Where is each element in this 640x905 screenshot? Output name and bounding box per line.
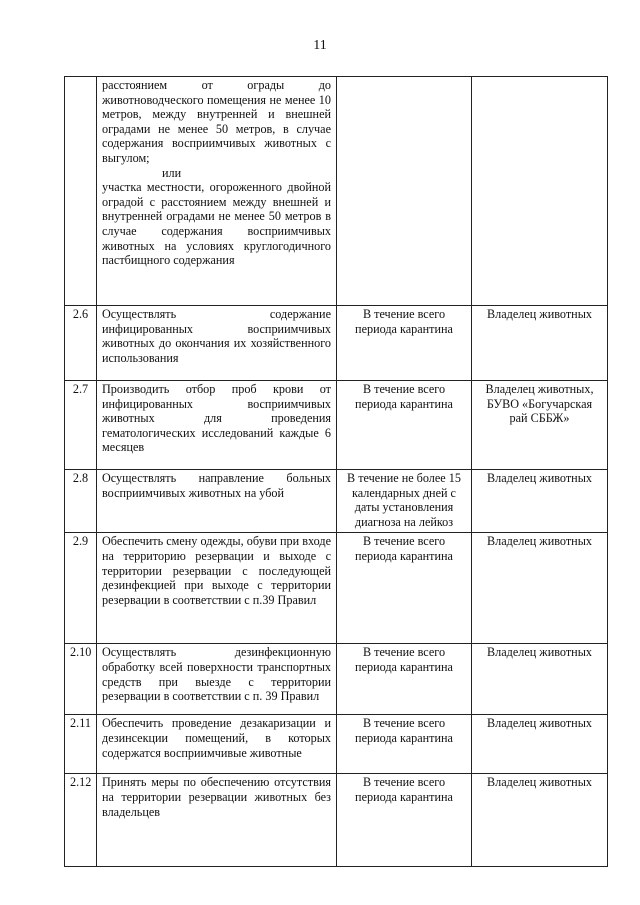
row-number: 2.10 <box>65 644 97 715</box>
table-row <box>65 715 608 774</box>
measure-text: Осуществлять направление больных восприимчивых животных на убой <box>97 470 337 533</box>
measure-text: Обеспечить проведение дезакаризации и дезинсекции помещений, в которых содержатся восприимчивые животные <box>97 715 337 774</box>
responsible-text: Владелец животных <box>472 715 608 774</box>
responsible-text: Владелец животных <box>472 774 608 867</box>
measure-cell <box>97 77 337 306</box>
row-number: 2.11 <box>65 715 97 774</box>
responsible-text: Владелец животных <box>472 306 608 381</box>
row-number: 2.12 <box>65 774 97 867</box>
responsible-text: Владелец животных <box>472 470 608 533</box>
term-text: В течение всего периода карантина <box>337 306 472 381</box>
table-row-continuation <box>65 77 608 306</box>
measure-text: Осуществлять содержание инфицированных восприимчивых животных до окончания их хозяйственного использования <box>97 306 337 381</box>
measure-text: Производить отбор проб крови от инфицированных восприимчивых животных для проведения гематологических исследований каждые 6 месяцев <box>97 381 337 470</box>
measure-text: Обеспечить смену одежды, обуви при входе на территорию резервации и выходе с территории резервации с последующей дезинфекцией при выходе с территории резервации в соответствии с п.39 Правил <box>97 533 337 644</box>
term-cell <box>337 77 472 306</box>
table-row <box>65 381 608 470</box>
responsible-cell <box>472 77 608 306</box>
responsible-text: Владелец животных, БУВО «Богучарская рай СББЖ» <box>472 381 608 470</box>
measure-text: Принять меры по обеспечению отсутствия на территории резервации животных без владельцев <box>97 774 337 867</box>
table-row <box>65 644 608 715</box>
row-number: 2.9 <box>65 533 97 644</box>
row-number: 2.7 <box>65 381 97 470</box>
responsible-text: Владелец животных <box>472 644 608 715</box>
quarantine-measures-table <box>64 76 608 867</box>
term-text: В течение всего периода карантина <box>337 644 472 715</box>
row-number: 2.6 <box>65 306 97 381</box>
term-text: В течение всего периода карантина <box>337 381 472 470</box>
term-text: В течение всего периода карантина <box>337 715 472 774</box>
measure-text-or: или <box>162 165 182 180</box>
row-number: 2.8 <box>65 470 97 533</box>
measure-text-part1: расстоянием от ограды до животноводческого помещения не менее 10 метров, между внутренней и внешней оградами не менее 50 метров, в случае содержания восприимчивых животных с выгулом; <box>102 78 331 165</box>
term-text: В течение всего периода карантина <box>337 774 472 867</box>
responsible-text: Владелец животных <box>472 533 608 644</box>
table-row <box>65 533 608 644</box>
table-row <box>65 774 608 867</box>
table-row <box>65 470 608 533</box>
term-text: В течение всего периода карантина <box>337 533 472 644</box>
term-text: В течение не более 15 календарных дней с даты установления диагноза на лейкоз <box>337 470 472 533</box>
page-number: 11 <box>313 38 327 53</box>
measure-text-part2: участка местности, огороженного двойной оградой с расстоянием между внешней и внутренней оградами не менее 50 метров в случае содержания восприимчивых животных на условиях круглогодичного пастбищного содержания <box>102 180 331 268</box>
row-number-cell <box>65 77 97 306</box>
table-row <box>65 306 608 381</box>
measure-text: Осуществлять дезинфекционную обработку всей поверхности транспортных средств при выезде с территории резервации в соответствии с п. 39 Правил <box>97 644 337 715</box>
